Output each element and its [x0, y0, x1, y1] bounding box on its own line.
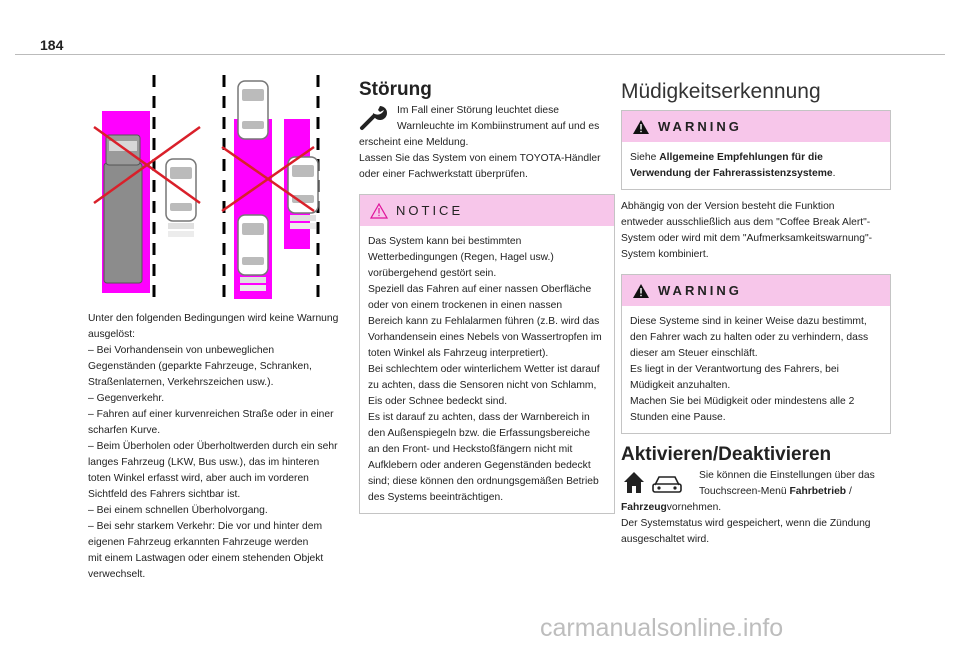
- blind-spot-no-warning-illustration: [88, 75, 350, 303]
- no-warning-conditions-text: Unter den folgenden Bedingungen wird keine Warnung ausgelöst: – Bei Vorhandensein von unbeweglichen Gegenständen (geparkte Fahrzeuge, Schranken, Straßenlaternen, Verkehrszeichen usw.). – Gegenverkehr. – Fahren auf einer kurvenreichen Straße oder in einer scharfen Kurve. – Beim Überholen oder Überholtwerden durch ein sehr langes Fahrzeug (LKW, Bus usw.), das im hinteren toten Winkel erfasst wird, aber auch im vorderen Sichtfeld des Fahrers sichtbar ist. – Bei einem schnellen Überholvorgang. – Bei sehr starkem Verkehr: Die vor und hinter dem eigenen Fahrzeug erkannten Fahrzeuge werden mit einem Lastwagen oder einem stehenden Objekt verwechselt.: [88, 313, 339, 580]
- activation-text-2a: vornehmen. Der Systemstatus wird gespeichert, wenn die Zündung ausgeschaltet wird.: [621, 502, 871, 545]
- left-column: [88, 75, 350, 583]
- malfunction-text: Im Fall einer Störung leuchtet diese Warnleuchte im Kombiinstrument auf und es: [397, 105, 600, 132]
- warning-1-ref: Allgemeine Empfehlungen für die Verwendung der Fahrerassistenzsysteme: [630, 152, 833, 179]
- warning-1-body: [630, 150, 882, 182]
- menu-separator: /: [846, 486, 852, 497]
- car-icon-own: [238, 215, 268, 291]
- warning-2-label: WARNING: [658, 282, 742, 298]
- warning-triangle-icon: [632, 119, 650, 135]
- section-heading-muedigkeit: Müdigkeitserkennung: [621, 80, 821, 103]
- car-icon-right-lane: [288, 157, 318, 229]
- home-icon: [624, 472, 644, 493]
- notice-label: NOTICE: [396, 202, 464, 218]
- section-heading-stoerung: Störung: [359, 79, 432, 100]
- activation-text-2: [621, 500, 891, 548]
- activation-text-1: [699, 468, 875, 500]
- warning-box-1: [621, 110, 891, 190]
- warning-1-label: WARNING: [658, 118, 742, 134]
- notice-box-header: [360, 195, 614, 226]
- activation-text-1a: Sie können die Einstellungen über das Touchscreen-Menü: [699, 470, 875, 497]
- notice-body: Das System kann bei bestimmten Wetterbedingungen (Regen, Hagel usw.) vorübergehend gestört sein. Speziell das Fahren auf einer nassen Oberfläche oder von einem trockenen in einen nassen Bereich kann zu Fehlalarmen führen (z.B. wird das Vorhandensein eines Nebels von Wassertropfen im toten Winkel als Fahrzeug interpretiert). Bei schlechtem oder winterlichem Wetter ist darauf zu achten, dass die Sensoren nicht von Schlamm, Eis oder Schnee bedeckt sind. Es ist darauf zu achten, dass der Warnbereich in den Außenspiegeln bzw. die Erfassungsbereiche an den Front- und Heckstoßfängern nicht mit Aufklebern oder anderen Gegenständen bedeckt sind; diese können den ordnungsgemäßen Betrieb des Systems beeinträchtigen.: [368, 236, 602, 503]
- car-icon-top: [238, 81, 268, 139]
- malfunction-intro: [359, 103, 615, 135]
- home-and-car-menu-icons: [621, 468, 699, 496]
- wrench-icon: [359, 103, 389, 131]
- warning-1-post: .: [832, 168, 836, 179]
- fatigue-description: Abhängig von der Version besteht die Funktion entweder ausschließlich aus dem "Coffee Break Alert"- System oder wird mit dem "Aufmerksamkeitswarnung"- System kombiniert.: [621, 201, 873, 260]
- car-settings-icon: [653, 477, 681, 492]
- warning-1-pre: Siehe: [630, 152, 660, 163]
- menu-fahrbetrieb: Fahrbetrieb: [789, 486, 847, 497]
- right-column: [621, 80, 891, 548]
- warning-2-body: Diese Systeme sind in keiner Weise dazu bestimmt, den Fahrer wach zu halten oder zu verhindern, dass dieser am Steuer einschläft. Es liegt in der Verantwortung des Fahrers, bei Müdigkeit anzuhalten. Machen Sie bei Müdigkeit oder mindestens alle 2 Stunden eine Pause.: [630, 316, 869, 423]
- warning-triangle-outline-icon: [370, 203, 388, 219]
- page-number: 184: [40, 37, 64, 53]
- warning-box-1-header: [622, 111, 890, 142]
- menu-fahrzeug: Fahrzeug: [621, 502, 667, 513]
- activation-intro: [621, 468, 891, 500]
- section-heading-aktivieren: Aktivieren/Deaktivieren: [621, 444, 832, 465]
- header-divider: [15, 54, 945, 55]
- middle-column: [359, 79, 615, 514]
- warning-triangle-icon: [632, 283, 650, 299]
- notice-box: [359, 194, 615, 514]
- malfunction-text-cont: erscheint eine Meldung. Lassen Sie das System von einem TOYOTA-Händler oder einer Fachwerkstatt überprüfen.: [359, 137, 601, 180]
- warning-box-2-header: [622, 275, 890, 306]
- watermark: carmanualsonline.info: [540, 614, 784, 642]
- warning-box-2: [621, 274, 891, 434]
